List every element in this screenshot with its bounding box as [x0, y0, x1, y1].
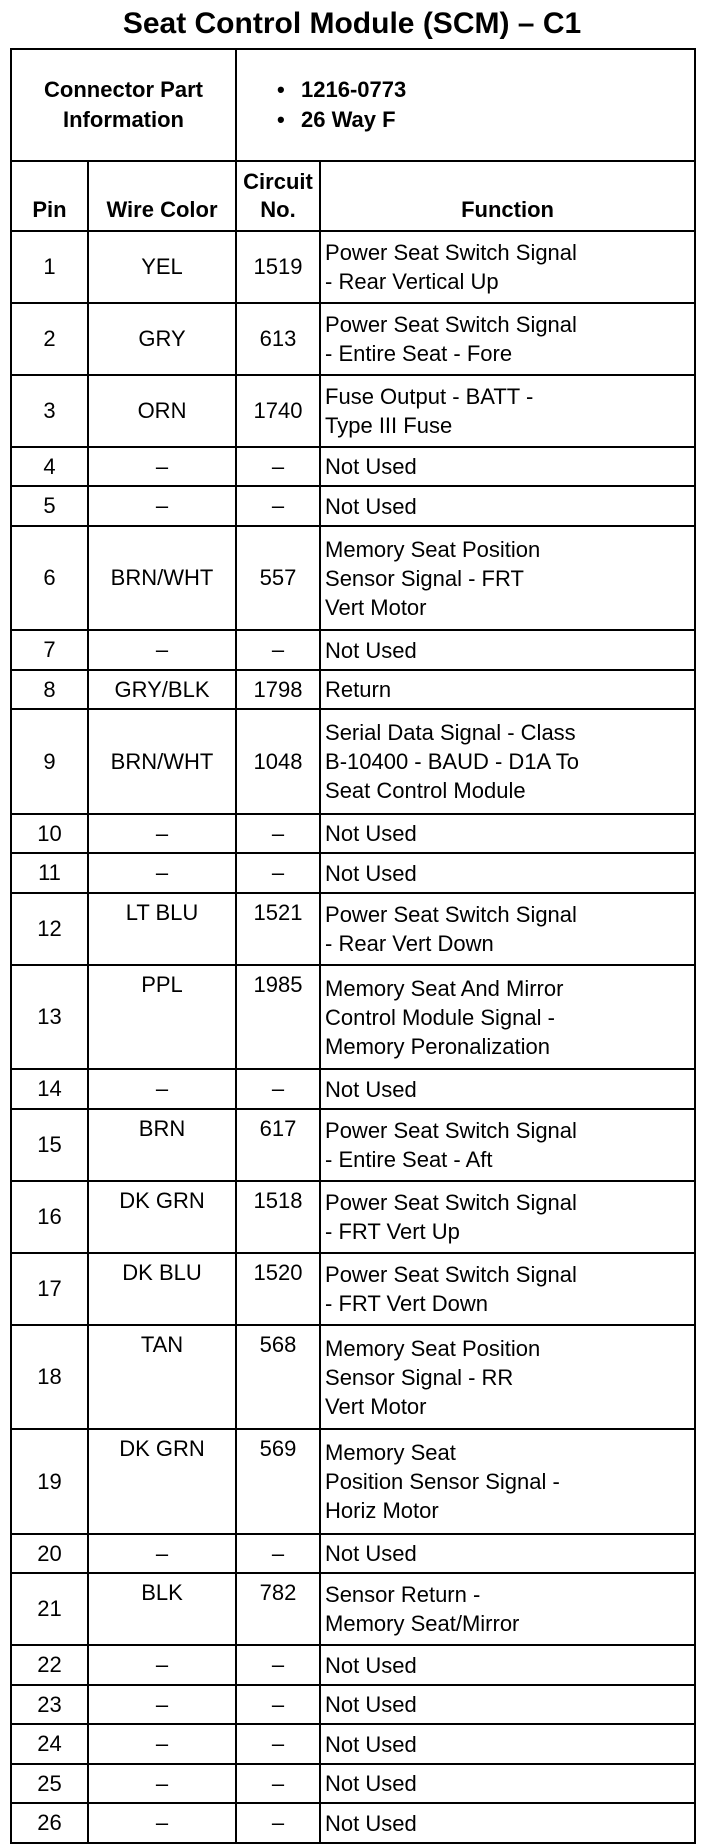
- function-description: [320, 1109, 695, 1181]
- function-line: Power Seat Switch Signal: [325, 240, 577, 265]
- pin-number: 8: [11, 670, 88, 709]
- circuit-number: 782: [236, 1573, 320, 1645]
- wire-color: –: [88, 1069, 236, 1108]
- function-line: Position Sensor Signal -: [325, 1469, 560, 1495]
- function-line: Control Module Signal -: [325, 1004, 555, 1030]
- wire-color: DK GRN: [88, 1181, 236, 1253]
- function-line: Memory Seat Position: [325, 1335, 541, 1361]
- function-description: [320, 1181, 695, 1253]
- function-description: [320, 709, 695, 814]
- part-number: 1216-0773: [301, 77, 407, 102]
- wire-color: –: [88, 1534, 236, 1573]
- wire-color: –: [88, 1803, 236, 1843]
- function-line: Memory Seat And Mirror: [325, 975, 564, 1001]
- pin-number: 19: [11, 1429, 88, 1534]
- header-circuit-line2: No.: [260, 197, 296, 222]
- function-description: [320, 893, 695, 965]
- function-line: Not Used: [325, 454, 417, 480]
- circuit-number: 557: [236, 526, 320, 631]
- function-line: Power Seat Switch Signal: [325, 312, 577, 337]
- wire-color: DK GRN: [88, 1429, 236, 1534]
- wire-color: GRY: [88, 303, 236, 375]
- function-description: [320, 1803, 695, 1843]
- circuit-number: 613: [236, 303, 320, 375]
- connector-label-line2: Information: [63, 107, 184, 132]
- function-description: [320, 1645, 695, 1684]
- pin-number: 9: [11, 709, 88, 814]
- function-line: Sensor Return -: [325, 1582, 481, 1608]
- header-circuit-no: [236, 161, 320, 231]
- pin-number: 21: [11, 1573, 88, 1645]
- table-row: [11, 231, 695, 303]
- header-pin: Pin: [11, 161, 88, 231]
- table-row: [11, 1253, 695, 1325]
- wire-color: –: [88, 1645, 236, 1684]
- function-description: [320, 375, 695, 447]
- function-description: [320, 1764, 695, 1803]
- function-description: [320, 853, 695, 892]
- pin-number: 14: [11, 1069, 88, 1108]
- table-row: [11, 893, 695, 965]
- function-line: Power Seat Switch Signal: [325, 1117, 577, 1143]
- circuit-number: –: [236, 814, 320, 853]
- wire-color: ORN: [88, 375, 236, 447]
- circuit-number: 1518: [236, 1181, 320, 1253]
- function-line: Sensor Signal - FRT: [325, 565, 524, 591]
- table-row: [11, 486, 695, 525]
- circuit-number: –: [236, 1724, 320, 1763]
- pin-number: 10: [11, 814, 88, 853]
- connector-part-info: [236, 49, 695, 161]
- function-line: Memory Seat: [325, 1440, 456, 1466]
- function-line: Power Seat Switch Signal: [325, 901, 577, 927]
- connector-label-line1: Connector Part: [44, 77, 203, 102]
- function-line: Power Seat Switch Signal: [325, 1261, 577, 1287]
- function-description: [320, 630, 695, 669]
- function-line: Not Used: [325, 1076, 417, 1102]
- function-line: Horiz Motor: [325, 1498, 439, 1524]
- function-line: Not Used: [325, 1810, 417, 1836]
- wire-color: –: [88, 1724, 236, 1763]
- function-description: [320, 1573, 695, 1645]
- function-description: [320, 486, 695, 525]
- wire-color: GRY/BLK: [88, 670, 236, 709]
- function-line: Not Used: [325, 860, 417, 886]
- function-line: Vert Motor: [325, 594, 427, 620]
- header-row: [11, 161, 695, 231]
- function-line: Memory Peronalization: [325, 1033, 550, 1059]
- pin-number: 22: [11, 1645, 88, 1684]
- circuit-number: 569: [236, 1429, 320, 1534]
- function-description: [320, 965, 695, 1070]
- wire-color: –: [88, 1764, 236, 1803]
- pin-number: 13: [11, 965, 88, 1070]
- pin-number: 3: [11, 375, 88, 447]
- table-row: [11, 709, 695, 814]
- pin-number: 11: [11, 853, 88, 892]
- header-circuit-line1: Circuit: [243, 169, 313, 194]
- wire-color: TAN: [88, 1325, 236, 1430]
- circuit-number: –: [236, 853, 320, 892]
- function-line: Fuse Output - BATT -: [325, 384, 534, 409]
- function-line: Seat Control Module: [325, 778, 526, 804]
- wire-color: BRN/WHT: [88, 709, 236, 814]
- table-row: [11, 1724, 695, 1763]
- header-wire-color: Wire Color: [88, 161, 236, 231]
- function-description: [320, 1253, 695, 1325]
- function-line: B-10400 - BAUD - D1A To: [325, 749, 579, 775]
- pin-number: 7: [11, 630, 88, 669]
- table-row: [11, 303, 695, 375]
- pin-number: 18: [11, 1325, 88, 1430]
- function-line: Serial Data Signal - Class: [325, 720, 576, 746]
- circuit-number: –: [236, 1685, 320, 1724]
- function-description: [320, 814, 695, 853]
- function-line: Not Used: [325, 637, 417, 663]
- table-row: [11, 526, 695, 631]
- function-line: - Entire Seat - Fore: [325, 341, 513, 366]
- function-line: Sensor Signal - RR: [325, 1364, 514, 1390]
- wire-color: BRN: [88, 1109, 236, 1181]
- pin-number: 4: [11, 447, 88, 486]
- wire-color: –: [88, 853, 236, 892]
- circuit-number: –: [236, 1534, 320, 1573]
- circuit-number: 1740: [236, 375, 320, 447]
- function-line: Not Used: [325, 1652, 417, 1678]
- wire-color: YEL: [88, 231, 236, 303]
- function-line: Not Used: [325, 1731, 417, 1757]
- table-row: [11, 375, 695, 447]
- table-row: [11, 1109, 695, 1181]
- wire-color: BRN/WHT: [88, 526, 236, 631]
- circuit-number: 1798: [236, 670, 320, 709]
- pin-number: 15: [11, 1109, 88, 1181]
- function-line: - Entire Seat - Aft: [325, 1146, 493, 1172]
- pin-number: 20: [11, 1534, 88, 1573]
- function-line: Not Used: [325, 1692, 417, 1718]
- function-line: - FRT Vert Up: [325, 1218, 460, 1244]
- pin-number: 23: [11, 1685, 88, 1724]
- function-description: [320, 526, 695, 631]
- function-line: Power Seat Switch Signal: [325, 1189, 577, 1215]
- function-description: [320, 231, 695, 303]
- circuit-number: 568: [236, 1325, 320, 1430]
- header-function: Function: [320, 161, 695, 231]
- function-description: [320, 1325, 695, 1430]
- pin-number: 16: [11, 1181, 88, 1253]
- circuit-number: –: [236, 1764, 320, 1803]
- function-description: [320, 1685, 695, 1724]
- function-description: [320, 1069, 695, 1108]
- table-row: [11, 1803, 695, 1843]
- table-row: [11, 1764, 695, 1803]
- pin-number: 17: [11, 1253, 88, 1325]
- circuit-number: 1521: [236, 893, 320, 965]
- function-line: - Rear Vert Down: [325, 930, 494, 956]
- pin-number: 26: [11, 1803, 88, 1843]
- table-row: [11, 965, 695, 1070]
- wire-color: DK BLU: [88, 1253, 236, 1325]
- table-row: [11, 670, 695, 709]
- function-description: [320, 670, 695, 709]
- pin-number: 1: [11, 231, 88, 303]
- wire-color: BLK: [88, 1573, 236, 1645]
- bullet-icon: •: [277, 107, 285, 132]
- function-line: Not Used: [325, 1771, 417, 1797]
- wire-color: –: [88, 486, 236, 525]
- pin-number: 25: [11, 1764, 88, 1803]
- function-description: [320, 1429, 695, 1534]
- function-line: Return: [325, 677, 392, 703]
- circuit-number: –: [236, 630, 320, 669]
- table-row: [11, 1573, 695, 1645]
- pin-number: 24: [11, 1724, 88, 1763]
- page-title: Seat Control Module (SCM) – C1: [122, 7, 582, 40]
- function-line: - FRT Vert Down: [325, 1290, 489, 1316]
- function-line: Not Used: [325, 821, 417, 847]
- wire-color: LT BLU: [88, 893, 236, 965]
- circuit-number: 1985: [236, 965, 320, 1070]
- circuit-number: –: [236, 1069, 320, 1108]
- function-description: [320, 447, 695, 486]
- connector-part-label: [11, 49, 236, 161]
- function-description: [320, 1534, 695, 1573]
- circuit-number: –: [236, 1803, 320, 1843]
- circuit-number: 617: [236, 1109, 320, 1181]
- pin-rows: [11, 231, 695, 1843]
- table-row: [11, 1069, 695, 1108]
- table-row: [11, 630, 695, 669]
- connector-type-line: [277, 105, 688, 135]
- pin-number: 5: [11, 486, 88, 525]
- circuit-number: 1520: [236, 1253, 320, 1325]
- wire-color: –: [88, 630, 236, 669]
- function-line: Not Used: [325, 1541, 417, 1567]
- circuit-number: –: [236, 486, 320, 525]
- function-line: Type III Fuse: [325, 413, 453, 438]
- wire-color: –: [88, 1685, 236, 1724]
- part-number-line: [277, 75, 688, 105]
- pin-number: 2: [11, 303, 88, 375]
- bullet-icon: •: [277, 77, 285, 102]
- circuit-number: –: [236, 1645, 320, 1684]
- table-row: [11, 1685, 695, 1724]
- function-line: Vert Motor: [325, 1393, 427, 1419]
- wire-color: PPL: [88, 965, 236, 1070]
- circuit-number: 1048: [236, 709, 320, 814]
- table-row: [11, 1429, 695, 1534]
- pin-number: 12: [11, 893, 88, 965]
- table-row: [11, 447, 695, 486]
- connector-info-row: [11, 49, 695, 161]
- table-row: [11, 1181, 695, 1253]
- function-line: Memory Seat/Mirror: [325, 1611, 520, 1637]
- table-row: [11, 853, 695, 892]
- circuit-number: 1519: [236, 231, 320, 303]
- table-row: [11, 1534, 695, 1573]
- connector-type: 26 Way F: [301, 107, 396, 132]
- circuit-number: –: [236, 447, 320, 486]
- pin-number: 6: [11, 526, 88, 631]
- table-row: [11, 1325, 695, 1430]
- function-description: [320, 303, 695, 375]
- table-row: [11, 1645, 695, 1684]
- function-description: [320, 1724, 695, 1763]
- connector-pinout-table: [10, 48, 696, 1844]
- function-line: - Rear Vertical Up: [325, 269, 499, 294]
- wire-color: –: [88, 814, 236, 853]
- function-line: Not Used: [325, 493, 417, 519]
- wire-color: –: [88, 447, 236, 486]
- function-line: Memory Seat Position: [325, 536, 541, 562]
- table-row: [11, 814, 695, 853]
